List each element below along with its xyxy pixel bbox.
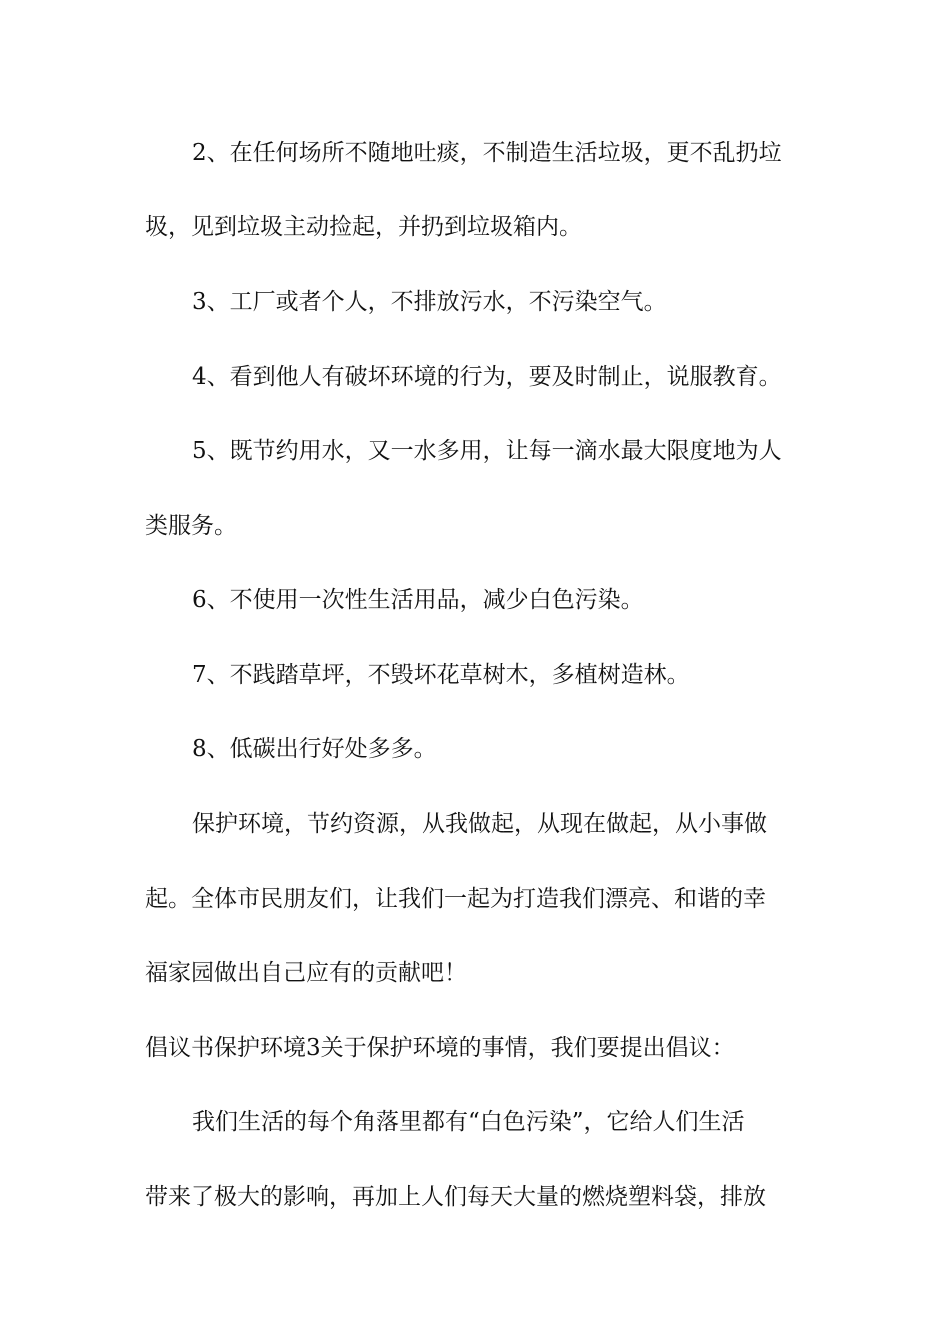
item-3: 3、工厂或者个人，不排放污水，不污染空气。 [192, 289, 667, 315]
intro-paragraph-line-2: 带来了极大的影响，再加上人们每天大量的燃烧塑料袋，排放 [145, 1184, 766, 1210]
intro-paragraph-line-1: 我们生活的每个角落里都有“白色污染”，它给人们生活 [192, 1109, 745, 1135]
item-5-line-2: 类服务。 [145, 513, 237, 539]
closing-paragraph-line-3: 福家园做出自己应有的贡献吧！ [145, 960, 467, 986]
closing-paragraph-line-1: 保护环境，节约资源，从我做起，从现在做起，从小事做 [192, 811, 767, 837]
item-2-line-2: 圾，见到垃圾主动捡起，并扔到垃圾箱内。 [145, 214, 582, 240]
closing-paragraph-line-2: 起。全体市民朋友们，让我们一起为打造我们漂亮、和谐的幸 [145, 886, 766, 912]
item-8: 8、低碳出行好处多多。 [192, 736, 437, 762]
item-6: 6、不使用一次性生活用品，减少白色污染。 [192, 587, 644, 613]
item-2-line-1: 2、在任何场所不随地吐痰，不制造生活垃圾，更不乱扔垃 [192, 140, 782, 166]
section-heading: 倡议书保护环境3关于保护环境的事情，我们要提出倡议： [145, 1035, 735, 1061]
item-7: 7、不践踏草坪，不毁坏花草树木，多植树造林。 [192, 662, 690, 688]
item-4: 4、看到他人有破坏环境的行为，要及时制止，说服教育。 [192, 364, 782, 390]
item-5-line-1: 5、既节约用水，又一水多用，让每一滴水最大限度地为人 [192, 438, 782, 464]
